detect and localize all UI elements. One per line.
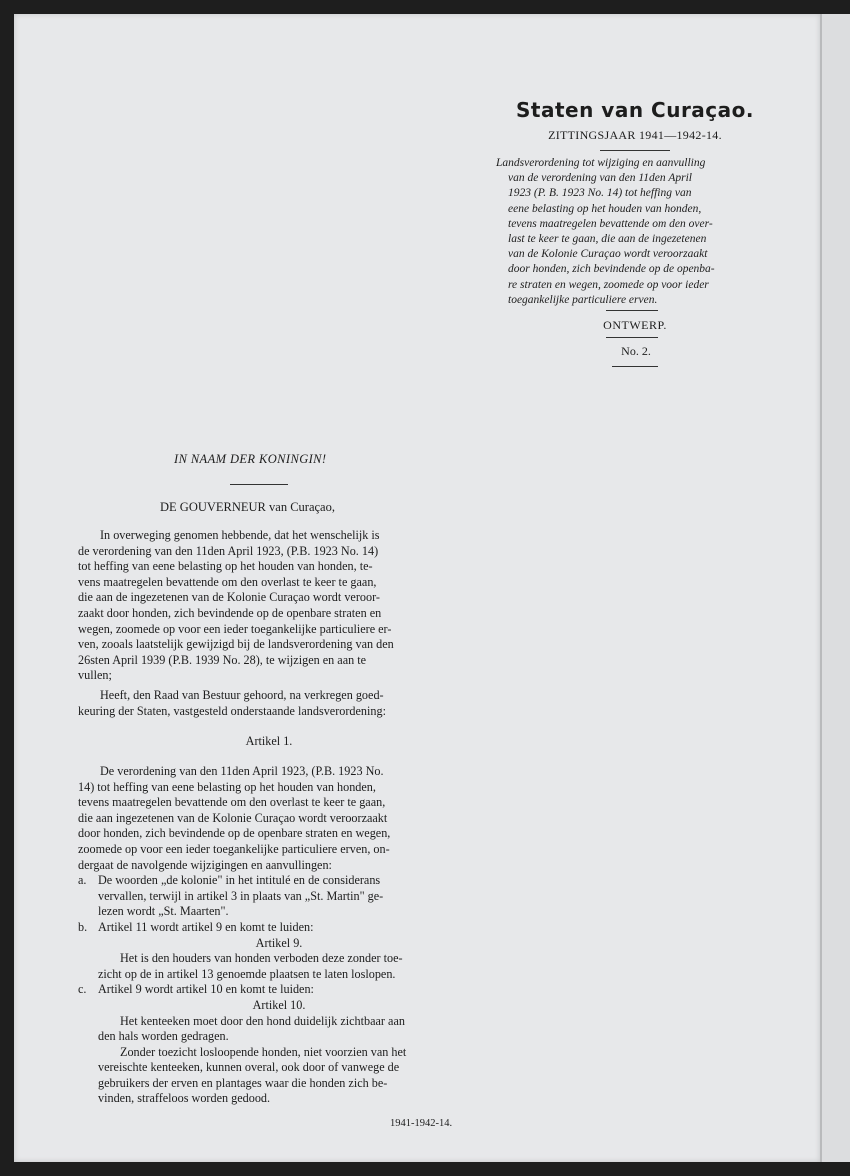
header-rule (600, 150, 670, 151)
item-marker: a. (78, 873, 87, 888)
text-line: den hals worden gedragen. (98, 1029, 229, 1044)
article-1-heading: Artikel 1. (245, 734, 293, 748)
summary-line: re straten en wegen, zoomede op voor ieder (508, 278, 709, 291)
text-line: vereischte kenteeken, kunnen overal, ook door of vanwege de (98, 1060, 400, 1075)
document-header (490, 98, 780, 151)
draft-number: No. 2. (621, 344, 651, 358)
text-line: Het kenteeken moet door den hond duidelijk zichtbaar aan (120, 1013, 405, 1028)
document-title: Staten van Curaçao. (516, 98, 754, 122)
enactment-paragraph (78, 688, 460, 719)
text-line: die aan de ingezetenen van de Kolonie Curaçao wordt veroor- (78, 590, 380, 605)
item-marker: b. (78, 919, 88, 934)
text-line: lezen wordt „St. Maarten". (98, 904, 229, 919)
text-line: 14) tot heffing van eene belasting op het houden van honden, (78, 779, 376, 794)
summary-line: last te keer te gaan, die aan de ingezetenen (508, 233, 707, 246)
text-line: ven, zooals laatstelijk gewijzigd bij de landsverordening van den (78, 637, 394, 652)
summary-line: eene belasting op het houden van honden, (508, 202, 702, 215)
text-line: vullen; (78, 668, 112, 683)
text-line: vervallen, terwijl in artikel 3 in plaats van „St. Martin" ge- (98, 888, 384, 903)
text-line: In overweging genomen hebbende, dat het wenschelijk is (100, 528, 380, 542)
page-footer: 1941-1942-14. (390, 1118, 453, 1129)
summary-line: Landsverordening tot wijziging en aanvulling (496, 157, 706, 169)
summary-line: toegankelijke particuliere erven. (508, 293, 658, 306)
article-1-text (78, 764, 460, 1107)
text-line: Artikel 9 wordt artikel 10 en komt te luiden: (98, 982, 314, 997)
number-rule (612, 366, 658, 367)
text-line: vinden, straffeloos worden gedood. (98, 1091, 271, 1106)
summary-line: van de Kolonie Curaçao wordt veroorzaakt (508, 248, 708, 261)
amendment-a (78, 873, 460, 920)
text-line: Artikel 11 wordt artikel 9 en komt te luiden: (98, 919, 314, 934)
text-line: vens maatregelen bevattende om den overlast te keer te gaan, (78, 574, 377, 589)
preamble-rule (230, 484, 288, 485)
text-line: wegen, zoomede op voor een ieder toegankelijke particuliere er- (78, 621, 392, 636)
text-line: Heeft, den Raad van Bestuur gehoord, na verkregen goed- (100, 688, 384, 702)
text-line: Het is den houders van honden verboden deze zonder toe- (120, 951, 403, 966)
text-line: zicht op de in artikel 13 genoemde plaatsen te laten loslopen. (98, 966, 396, 981)
amendment-c (78, 982, 460, 1107)
text-line: tot heffing van eene belasting op het houden van honden, te- (78, 559, 373, 574)
text-line: De woorden „de kolonie" in het intitulé en de considerans (98, 873, 381, 888)
text-line: 26sten April 1939 (P.B. 1939 No. 28), te wijzigen en aan te (78, 652, 367, 667)
text-line: Zonder toezicht losloopende honden, niet voorzien van het (120, 1044, 407, 1059)
item-marker: c. (78, 982, 87, 997)
text-line: tevens maatregelen bevattende om den overlast te keer te gaan, (78, 795, 386, 810)
next-page-strip (822, 14, 850, 1162)
considerans-paragraph (78, 528, 460, 684)
preamble: IN NAAM DER KONINGIN! (174, 452, 327, 466)
text-line: De verordening van den 11den April 1923, (P.B. 1923 No. (100, 764, 384, 778)
summary-line: van de verordening van den 11den April (508, 172, 692, 185)
text-line: zoomede op voor een ieder toegankelijke particuliere erven, on- (78, 841, 390, 856)
draft-rule (606, 337, 658, 338)
draft-label: ONTWERP. (603, 318, 667, 332)
text-line: door honden, zich bevindende op de openbare straten en wegen, (78, 826, 391, 841)
text-line: zaakt door honden, zich bevindende op de openbare straten en (78, 605, 382, 620)
text-line: gebruikers der erven en plantages waar die honden zich be- (98, 1075, 388, 1090)
text-line: dergaat de navolgende wijzigingen en aanvullingen: (78, 857, 332, 872)
text-line: die aan ingezetenen van de Kolonie Curaçao wordt veroorzaakt (78, 810, 388, 825)
session-year: ZITTINGSJAAR 1941—1942-14. (548, 128, 722, 142)
summary-line: 1923 (P. B. 1923 No. 14) tot heffing van (508, 187, 692, 200)
bill-summary (496, 156, 782, 308)
text-line: keuring der Staten, vastgesteld onderstaande landsverordening: (78, 703, 386, 718)
summary-line: tevens maatregelen bevattende om den over- (508, 217, 713, 230)
article-9-heading: Artikel 9. (255, 935, 303, 950)
summary-rule (606, 310, 658, 311)
summary-line: door honden, zich bevindende op de openba- (508, 263, 715, 276)
amendment-b (78, 920, 460, 982)
text-line: de verordening van den 11den April 1923, (P.B. 1923 No. 14) (78, 543, 379, 558)
governor-line: DE GOUVERNEUR van Curaçao, (160, 500, 335, 514)
article-10-heading: Artikel 10. (252, 997, 306, 1012)
